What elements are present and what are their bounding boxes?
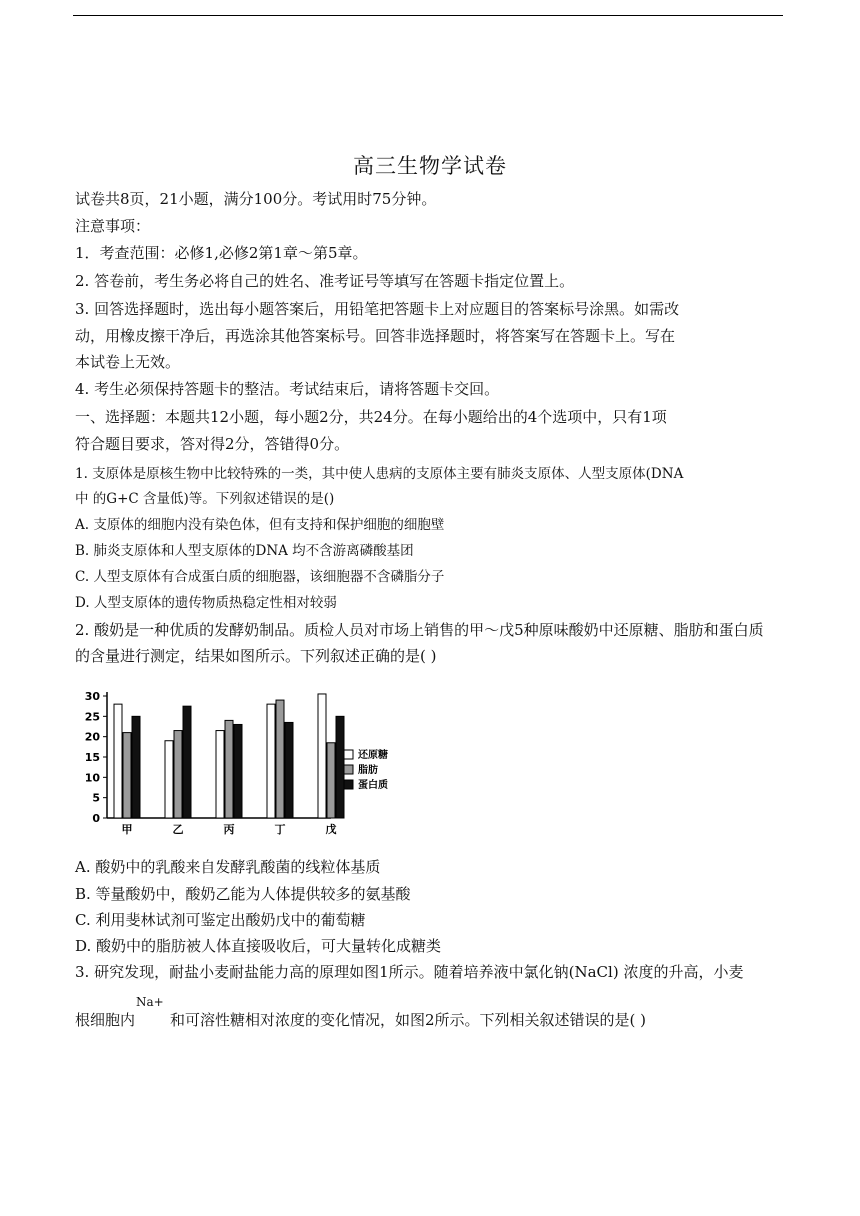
legend-label: 脂肪	[358, 765, 378, 776]
legend-swatch	[344, 780, 353, 789]
q1-option-c: C. 人型支原体有合成蛋白质的细胞器，该细胞器不含磷脂分子	[75, 569, 445, 585]
q1-option-b: B. 肺炎支原体和人型支原体的DNA 均不含游离磷酸基团	[75, 543, 414, 559]
bar	[174, 731, 182, 818]
x-tick-label: 丙	[223, 823, 235, 836]
q3-stem-line1: 3. 研究发现，耐盐小麦耐盐能力高的原理如图1所示。随着培养液中氯化钠(NaCl) 浓度的升高，小麦	[75, 963, 744, 981]
q2-option-c: C. 利用斐林试剂可鉴定出酸奶戊中的葡萄糖	[75, 911, 366, 929]
exam-intro: 试卷共8页，21小题，满分100分。考试用时75分钟。	[75, 190, 437, 208]
bar	[336, 716, 344, 818]
legend-swatch	[344, 750, 353, 759]
q2-option-b: B. 等量酸奶中，酸奶乙能为人体提供较多的氨基酸	[75, 885, 411, 903]
note-2: 2. 答卷前，考生务必将自己的姓名、准考证号等填写在答题卡指定位置上。	[75, 272, 575, 290]
q2-option-d: D. 酸奶中的脂肪被人体直接吸收后，可大量转化成糖类	[75, 937, 442, 955]
bar	[216, 731, 224, 818]
bar	[225, 720, 233, 818]
legend-label: 蛋白质	[358, 780, 388, 791]
q3-stem-line2-start: 根细胞内	[75, 1011, 136, 1029]
header-rule	[73, 15, 783, 16]
bar	[123, 733, 131, 818]
y-tick-label: 0	[92, 812, 100, 825]
y-tick-label: 15	[84, 751, 100, 764]
x-tick-label: 丁	[274, 823, 286, 836]
q2-option-a: A. 酸奶中的乳酸来自发酵乳酸菌的线粒体基质	[75, 858, 381, 876]
y-tick-label: 30	[84, 690, 100, 703]
chart-bars	[114, 694, 344, 836]
legend-label: 还原糖	[358, 750, 388, 761]
bar	[276, 700, 284, 818]
note-3-line2: 动，用橡皮擦干净后，再选涂其他答案标号。回答非选择题时，将答案写在答题卡上。写在	[75, 327, 676, 345]
y-tick-label: 10	[84, 771, 100, 785]
section1-heading-line2: 符合题目要求，答对得2分，答错得0分。	[75, 435, 350, 453]
q1-option-d: D. 人型支原体的遗传物质热稳定性相对较弱	[75, 595, 337, 611]
q1-stem-line2: 中 的G+C 含量低)等。下列叙述错误的是()	[75, 491, 335, 507]
bar	[234, 724, 242, 818]
yogurt-content-bar-chart	[73, 683, 388, 843]
bar	[285, 722, 293, 818]
bar	[318, 694, 326, 818]
q1-stem-line1: 1. 支原体是原核生物中比较特殊的一类，其中使人患病的支原体主要有肺炎支原体、人型支原体(DNA	[75, 466, 684, 482]
q2-stem-line2: 的含量进行测定，结果如图所示。下列叙述正确的是( )	[75, 647, 437, 665]
legend-swatch	[344, 765, 353, 774]
notice-heading: 注意事项：	[75, 217, 151, 235]
note-4: 4. 考生必须保持答题卡的整洁。考试结束后，请将答题卡交回。	[75, 380, 500, 398]
y-tick-label: 25	[84, 710, 100, 724]
q3-stem-line2-end: 和可溶性糖相对浓度的变化情况，如图2所示。下列相关叙述错误的是( )	[170, 1011, 647, 1029]
section1-heading-line1: 一、选择题：本题共12小题，每小题2分，共24分。在每小题给出的4个选项中，只有1项	[75, 408, 667, 426]
bar	[267, 704, 275, 818]
bar	[165, 741, 173, 818]
y-tick-label: 5	[92, 791, 100, 805]
q1-option-a: A. 支原体的细胞内没有染色体，但有支持和保护细胞的细胞壁	[75, 517, 445, 533]
chart-legend	[344, 748, 388, 791]
q2-stem-line1: 2. 酸奶是一种优质的发酵奶制品。质检人员对市场上销售的甲～戊5种原味酸奶中还原糖、脂肪和蛋白质	[75, 621, 764, 639]
bar	[183, 706, 191, 818]
x-tick-label: 甲	[121, 823, 133, 836]
note-3-line1: 3. 回答选择题时，选出每小题答案后，用铅笔把答题卡上对应题目的答案标号涂黑。如需改	[75, 300, 680, 318]
q3-ion-label: Na+	[136, 995, 164, 1009]
note-3-line3: 本试卷上无效。	[75, 353, 181, 371]
y-tick-label: 20	[84, 730, 100, 744]
bar	[132, 716, 140, 818]
note-1: 1．考查范围：必修1,必修2第1章～第5章。	[75, 244, 368, 262]
bar	[114, 704, 122, 818]
x-tick-label: 乙	[172, 823, 184, 836]
bar	[327, 743, 335, 818]
page-title: 高三生物学试卷	[353, 154, 507, 178]
x-tick-label: 戊	[325, 823, 337, 836]
